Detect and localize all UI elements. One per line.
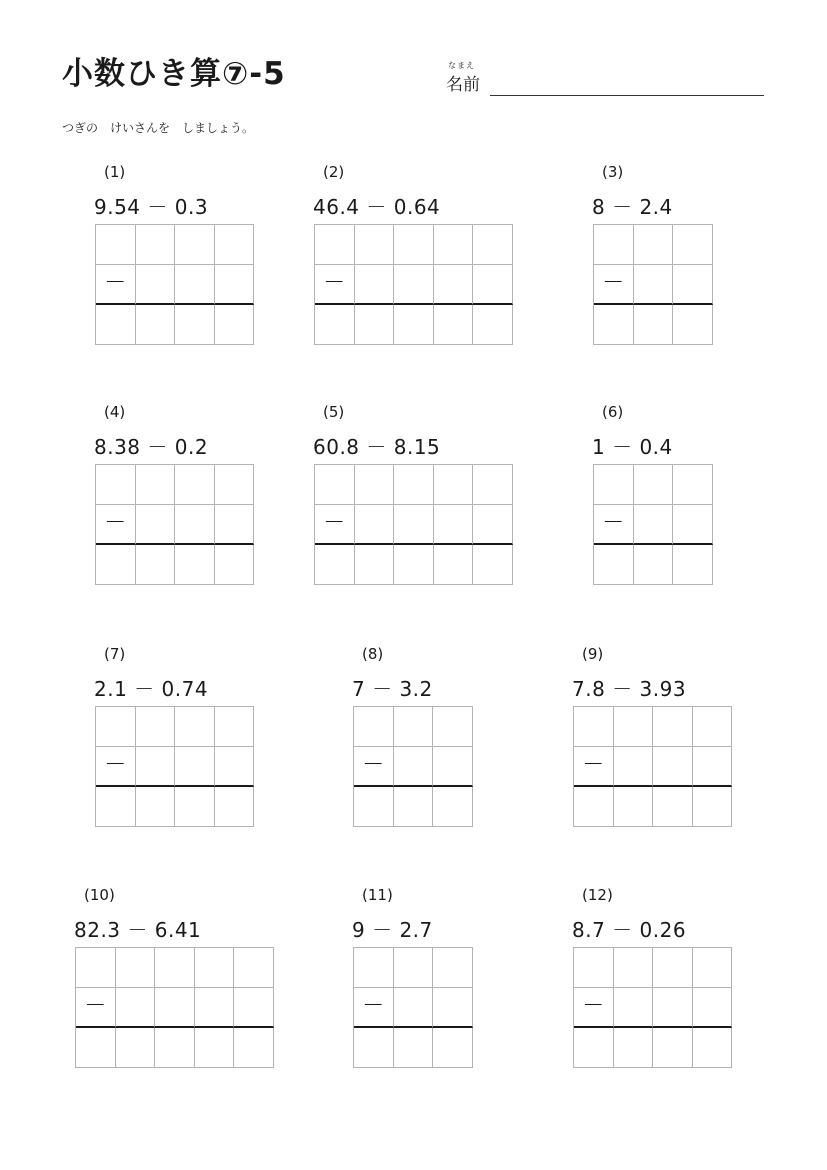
- answer-grid: [95, 706, 254, 827]
- grid-cell[interactable]: [693, 1028, 733, 1068]
- grid-cell[interactable]: [136, 747, 176, 787]
- minus-sign: －: [602, 510, 625, 536]
- grid-cell[interactable]: [433, 948, 473, 988]
- grid-cell[interactable]: [693, 948, 733, 988]
- grid-cell[interactable]: [155, 988, 195, 1028]
- grid-cell[interactable]: [394, 305, 434, 345]
- problem-expression: 1 － 0.4: [592, 435, 673, 459]
- grid-cell[interactable]: [433, 707, 473, 747]
- problem-number: (12): [582, 886, 613, 904]
- minus-sign: －: [104, 510, 127, 536]
- grid-cell[interactable]: [473, 265, 513, 305]
- grid-cell[interactable]: [116, 948, 156, 988]
- problem-expression: 8.7 － 0.26: [572, 918, 687, 942]
- grid-cell[interactable]: [673, 225, 713, 265]
- grid-cell[interactable]: [354, 707, 394, 747]
- grid-cell[interactable]: [175, 787, 215, 827]
- grid-cell[interactable]: [136, 787, 176, 827]
- grid-cell[interactable]: [355, 505, 395, 545]
- grid-cell[interactable]: [433, 1028, 473, 1068]
- answer-grid: [314, 224, 513, 345]
- grid-cell[interactable]: [136, 505, 176, 545]
- problem-expression: 7 － 3.2: [352, 677, 433, 701]
- grid-cell[interactable]: [473, 545, 513, 585]
- grid-cell[interactable]: [673, 545, 713, 585]
- grid-cell[interactable]: [195, 948, 235, 988]
- grid-cell[interactable]: [434, 505, 474, 545]
- grid-cell[interactable]: [614, 747, 654, 787]
- grid-cell[interactable]: [394, 505, 434, 545]
- grid-cell[interactable]: [315, 265, 355, 305]
- answer-grid: [314, 464, 513, 585]
- grid-cell[interactable]: [614, 787, 654, 827]
- grid-cell[interactable]: [634, 505, 674, 545]
- grid-cell[interactable]: [634, 265, 674, 305]
- grid-cell[interactable]: [234, 988, 274, 1028]
- grid-cell[interactable]: [394, 988, 434, 1028]
- problem-expression: 8 － 2.4: [592, 195, 673, 219]
- grid-cell[interactable]: [355, 305, 395, 345]
- problem-number: (10): [84, 886, 115, 904]
- grid-cell[interactable]: [673, 505, 713, 545]
- grid-cell[interactable]: [136, 305, 176, 345]
- grid-cell[interactable]: [175, 265, 215, 305]
- grid-cell[interactable]: [473, 465, 513, 505]
- answer-grid: [573, 706, 732, 827]
- grid-cell[interactable]: [195, 988, 235, 1028]
- grid-cell[interactable]: [136, 545, 176, 585]
- grid-cell[interactable]: [96, 707, 136, 747]
- grid-cell[interactable]: [693, 787, 733, 827]
- grid-cell[interactable]: [394, 1028, 434, 1068]
- grid-cell[interactable]: [394, 707, 434, 747]
- problem-number: (4): [104, 403, 126, 421]
- grid-cell[interactable]: [653, 1028, 693, 1068]
- answer-grid: [593, 224, 713, 345]
- grid-cell[interactable]: [215, 305, 255, 345]
- grid-cell[interactable]: [394, 225, 434, 265]
- grid-cell[interactable]: [215, 707, 255, 747]
- grid-cell[interactable]: [234, 1028, 274, 1068]
- answer-grid: [353, 706, 473, 827]
- grid-cell[interactable]: [136, 465, 176, 505]
- grid-cell[interactable]: [355, 225, 395, 265]
- grid-cell[interactable]: [434, 465, 474, 505]
- minus-sign: －: [84, 993, 107, 1019]
- minus-sign: －: [323, 270, 346, 296]
- problem-expression: 7.8 － 3.93: [572, 677, 687, 701]
- grid-cell[interactable]: [614, 988, 654, 1028]
- grid-cell[interactable]: [175, 225, 215, 265]
- problem-expression: 46.4 － 0.64: [313, 195, 441, 219]
- grid-cell[interactable]: [195, 1028, 235, 1068]
- grid-cell[interactable]: [155, 1028, 195, 1068]
- grid-cell[interactable]: [355, 545, 395, 585]
- grid-cell[interactable]: [594, 505, 634, 545]
- grid-cell[interactable]: [433, 787, 473, 827]
- grid-cell[interactable]: [634, 305, 674, 345]
- grid-cell[interactable]: [76, 948, 116, 988]
- grid-cell[interactable]: [354, 747, 394, 787]
- problem-expression: 8.38 － 0.2: [94, 435, 209, 459]
- grid-cell[interactable]: [96, 225, 136, 265]
- minus-sign: －: [323, 510, 346, 536]
- problem-number: (9): [582, 645, 604, 663]
- problem-number: (3): [602, 163, 624, 181]
- grid-cell[interactable]: [434, 545, 474, 585]
- grid-cell[interactable]: [693, 988, 733, 1028]
- grid-cell[interactable]: [215, 225, 255, 265]
- grid-cell[interactable]: [175, 747, 215, 787]
- grid-cell[interactable]: [693, 707, 733, 747]
- grid-cell[interactable]: [473, 225, 513, 265]
- grid-cell[interactable]: [634, 465, 674, 505]
- answer-grid: [75, 947, 274, 1068]
- instruction-text: つぎの けいさんを しましょう。: [62, 121, 255, 135]
- grid-cell[interactable]: [394, 545, 434, 585]
- grid-cell[interactable]: [215, 747, 255, 787]
- grid-cell[interactable]: [355, 465, 395, 505]
- grid-cell[interactable]: [215, 787, 255, 827]
- grid-cell[interactable]: [394, 265, 434, 305]
- grid-cell[interactable]: [473, 505, 513, 545]
- grid-cell[interactable]: [653, 988, 693, 1028]
- grid-cell[interactable]: [315, 465, 355, 505]
- grid-cell[interactable]: [433, 747, 473, 787]
- grid-cell[interactable]: [574, 948, 614, 988]
- problem-number: (7): [104, 645, 126, 663]
- problem-number: (5): [323, 403, 345, 421]
- name-ruby: なまえ: [448, 61, 475, 70]
- grid-cell[interactable]: [136, 225, 176, 265]
- problem-number: (6): [602, 403, 624, 421]
- grid-cell[interactable]: [594, 465, 634, 505]
- grid-cell[interactable]: [116, 1028, 156, 1068]
- grid-cell[interactable]: [673, 265, 713, 305]
- answer-grid: [95, 224, 254, 345]
- problem-number: (1): [104, 163, 126, 181]
- grid-cell[interactable]: [394, 787, 434, 827]
- grid-cell[interactable]: [594, 305, 634, 345]
- grid-cell[interactable]: [76, 1028, 116, 1068]
- minus-sign: －: [104, 752, 127, 778]
- grid-cell[interactable]: [574, 787, 614, 827]
- grid-cell[interactable]: [614, 707, 654, 747]
- grid-cell[interactable]: [355, 265, 395, 305]
- grid-cell[interactable]: [215, 505, 255, 545]
- grid-cell[interactable]: [96, 545, 136, 585]
- grid-cell[interactable]: [574, 988, 614, 1028]
- problem-expression: 60.8 － 8.15: [313, 435, 441, 459]
- minus-sign: －: [582, 752, 605, 778]
- grid-cell[interactable]: [634, 225, 674, 265]
- grid-cell[interactable]: [394, 747, 434, 787]
- grid-cell[interactable]: [614, 948, 654, 988]
- problem-number: (11): [362, 886, 393, 904]
- grid-cell[interactable]: [614, 1028, 654, 1068]
- grid-cell[interactable]: [234, 948, 274, 988]
- grid-cell[interactable]: [394, 465, 434, 505]
- problem-expression: 2.1 － 0.74: [94, 677, 209, 701]
- name-field: [446, 60, 766, 100]
- grid-cell[interactable]: [473, 305, 513, 345]
- grid-cell[interactable]: [215, 545, 255, 585]
- grid-cell[interactable]: [175, 707, 215, 747]
- grid-cell[interactable]: [354, 1028, 394, 1068]
- grid-cell[interactable]: [315, 305, 355, 345]
- answer-grid: [353, 947, 473, 1068]
- answer-grid: [593, 464, 713, 585]
- grid-cell[interactable]: [175, 305, 215, 345]
- grid-cell[interactable]: [175, 465, 215, 505]
- grid-cell[interactable]: [155, 948, 195, 988]
- grid-cell[interactable]: [394, 948, 434, 988]
- grid-cell[interactable]: [96, 787, 136, 827]
- grid-cell[interactable]: [76, 988, 116, 1028]
- answer-grid: [573, 947, 732, 1068]
- grid-cell[interactable]: [673, 465, 713, 505]
- grid-cell[interactable]: [96, 747, 136, 787]
- grid-cell[interactable]: [354, 948, 394, 988]
- grid-cell[interactable]: [136, 707, 176, 747]
- name-write-line[interactable]: [490, 95, 764, 96]
- minus-sign: －: [602, 270, 625, 296]
- grid-cell[interactable]: [136, 265, 176, 305]
- grid-cell[interactable]: [653, 787, 693, 827]
- grid-cell[interactable]: [653, 707, 693, 747]
- problem-expression: 9 － 2.7: [352, 918, 433, 942]
- problem-expression: 82.3 － 6.41: [74, 918, 202, 942]
- grid-cell[interactable]: [574, 747, 614, 787]
- grid-cell[interactable]: [354, 988, 394, 1028]
- grid-cell[interactable]: [315, 505, 355, 545]
- grid-cell[interactable]: [653, 747, 693, 787]
- grid-cell[interactable]: [594, 545, 634, 585]
- minus-sign: －: [104, 270, 127, 296]
- grid-cell[interactable]: [96, 305, 136, 345]
- grid-cell[interactable]: [574, 707, 614, 747]
- grid-cell[interactable]: [634, 545, 674, 585]
- grid-cell[interactable]: [215, 465, 255, 505]
- minus-sign: －: [362, 993, 385, 1019]
- grid-cell[interactable]: [433, 988, 473, 1028]
- grid-cell[interactable]: [96, 505, 136, 545]
- grid-cell[interactable]: [434, 305, 474, 345]
- minus-sign: －: [362, 752, 385, 778]
- grid-cell[interactable]: [574, 1028, 614, 1068]
- worksheet-title: 小数ひき算⑦-5: [62, 56, 286, 92]
- grid-cell[interactable]: [434, 265, 474, 305]
- grid-cell[interactable]: [673, 305, 713, 345]
- grid-cell[interactable]: [96, 465, 136, 505]
- grid-cell[interactable]: [96, 265, 136, 305]
- grid-cell[interactable]: [315, 225, 355, 265]
- grid-cell[interactable]: [175, 505, 215, 545]
- grid-cell[interactable]: [693, 747, 733, 787]
- problem-number: (2): [323, 163, 345, 181]
- grid-cell[interactable]: [175, 545, 215, 585]
- grid-cell[interactable]: [653, 948, 693, 988]
- minus-sign: －: [582, 993, 605, 1019]
- grid-cell[interactable]: [354, 787, 394, 827]
- name-label: 名前: [446, 75, 480, 95]
- grid-cell[interactable]: [315, 545, 355, 585]
- grid-cell[interactable]: [594, 265, 634, 305]
- grid-cell[interactable]: [594, 225, 634, 265]
- grid-cell[interactable]: [116, 988, 156, 1028]
- problem-number: (8): [362, 645, 384, 663]
- grid-cell[interactable]: [434, 225, 474, 265]
- grid-cell[interactable]: [215, 265, 255, 305]
- answer-grid: [95, 464, 254, 585]
- problem-expression: 9.54 － 0.3: [94, 195, 209, 219]
